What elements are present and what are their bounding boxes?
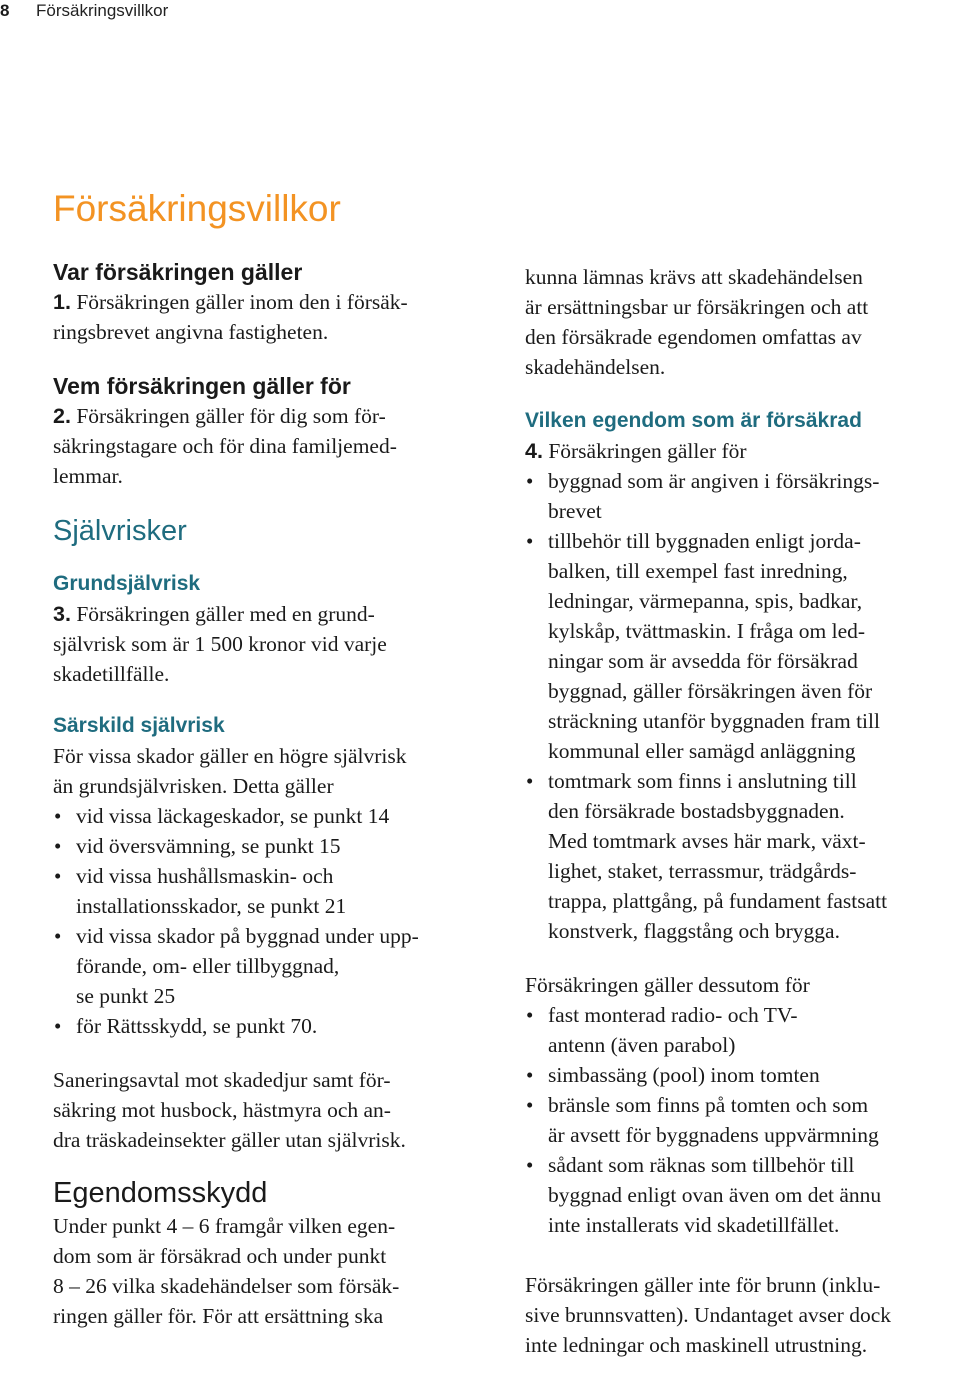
sarskild-paragraph: För vissa skador gäller en högre självrisk än grundsjälvrisken. Detta gäller [53,744,407,798]
section-heading-sjalvrisker: Självrisker [53,515,187,547]
dessutom-intro: Försäkringen gäller dessutom för [525,973,810,997]
clause-number: 2. [53,404,71,428]
list-item: • vid vissa skador på byggnad under upp- förande, om- eller tillbyggnad, se punkt 25 [53,921,488,1011]
clause-number: 1. [53,290,71,314]
sanering-paragraph: Saneringsavtal mot skadedjur samt för- säkring mot husbock, hästmyra och an- dra träskadeinsekter gäller utan självrisk. [53,1068,406,1152]
list-item: • tillbehör till byggnaden enligt jorda- balken, till exempel fast inredning, ledningar, värmepanna, spis, badkar, kylskåp, tvättmaskin. I fråga om led- ningar som är avsedda för försäkrad byggnad, gäller försäkringen även för sträckning utanför byggnaden fram till kommunal eller samägd anläggning [525,526,960,766]
list-item: • sådant som räknas som tillbehör till byggnad enligt ovan även om det ännu inte installerats vid skadetillfället. [525,1150,960,1240]
egendom-paragraph: Under punkt 4 – 6 framgår vilken egen- dom som är försäkrad och under punkt 8 – 26 vilka skadehändelser som försäk- ringen gäller för. För att ersättning ska [53,1214,400,1328]
document-title: Försäkringsvillkor [53,188,341,229]
section-heading-vilken-egendom: Vilken egendom som är försäkrad [525,409,862,432]
list-item: • vid vissa hushållsmaskin- och installationsskador, se punkt 21 [53,861,488,921]
section-heading-egendomsskydd: Egendomsskydd [53,1177,268,1209]
clause-2: 2. Försäkringen gäller för dig som för- säkringstagare och för dina familjemed- lemmar. [53,404,397,488]
clause-3: 3. Försäkringen gäller med en grund- självrisk som är 1 500 kronor vid varje skadetillfälle. [53,602,387,686]
list-item: • vid översvämning, se punkt 15 [53,831,488,861]
section-heading-vem: Vem försäkringen gäller för [53,373,351,399]
vilken-list [525,466,960,946]
clause-4: 4. Försäkringen gäller för [525,439,747,463]
dessutom-list [525,1000,960,1240]
right-column [525,262,960,1360]
list-item: • tomtmark som finns i anslutning till den försäkrade bostadsbyggnaden. Med tomtmark avses här mark, växt- lighet, staket, terrassmur, trädgårds- trappa, plattgång, på fundament fastsatt konstverk, flaggstång och brygga. [525,766,960,946]
continued-paragraph: kunna lämnas krävs att skadehändelsen är ersättningsbar ur försäkringen och att den försäkrade egendomen omfattas av skadehändelsen. [525,265,869,379]
clause-number: 3. [53,602,71,626]
running-title: Försäkringsvillkor [36,1,169,20]
page-number: 8 [0,1,10,20]
list-item: • vid vissa läckageskador, se punkt 14 [53,801,488,831]
list-item: • byggnad som är angiven i försäkrings- brevet [525,466,960,526]
subheading-sarskild-sjalvrisk: Särskild självrisk [53,714,225,737]
list-item: • bränsle som finns på tomten och som är avsett för byggnadens uppvärmning [525,1090,960,1150]
clause-1: 1. Försäkringen gäller inom den i försäk- ringsbrevet angivna fastigheten. [53,290,408,344]
sarskild-list [53,801,488,1041]
subheading-grundsjalvrisk: Grundsjälvrisk [53,572,201,595]
brunn-paragraph: Försäkringen gäller inte för brunn (inklu- sive brunnsvatten). Undantaget avser dock inte ledningar och maskinell utrustning. [525,1273,891,1357]
clause-number: 4. [525,439,543,463]
section-heading-var: Var försäkringen gäller [53,259,303,285]
list-item: • för Rättsskydd, se punkt 70. [53,1011,488,1041]
list-item: • fast monterad radio- och TV- antenn (även parabol) [525,1000,960,1060]
list-item: • simbassäng (pool) inom tomten [525,1060,960,1090]
left-column [53,257,488,1331]
